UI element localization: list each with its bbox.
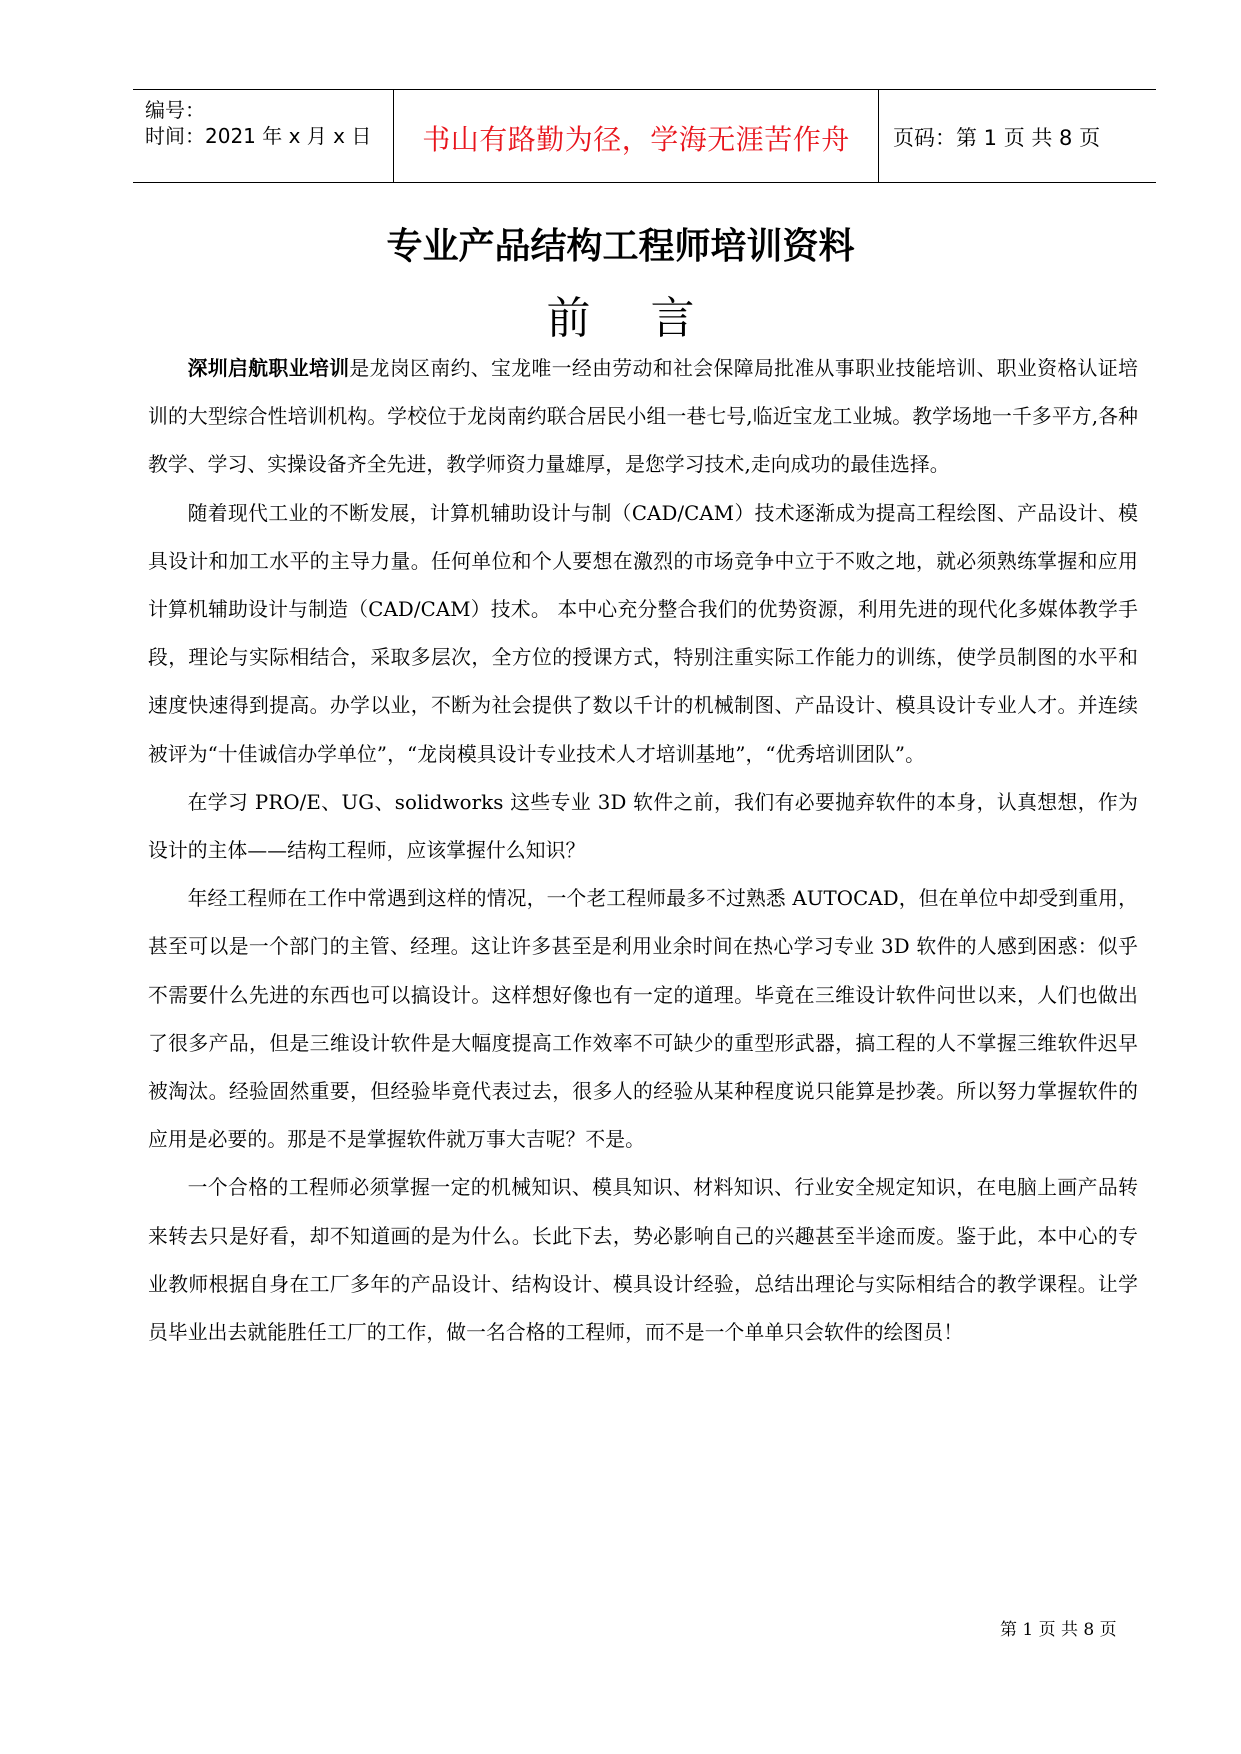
paragraph <box>148 1164 1138 1357</box>
document-date-label: 时间：2021 年 x 月 x 日 <box>145 124 372 148</box>
page-footer: 第 1 页 共 8 页 <box>1000 1620 1117 1640</box>
paragraph-lead: 深圳启航职业培训 <box>187 356 350 380</box>
paragraph-text: 随着现代工业的不断发展，计算机辅助设计与制（CAD/CAM）技术逐渐成为提高工程绘图、产品设计、模具设计和加工水平的主导力量。任何单位和个人要想在激烈的市场竞争中立于不败之地，就必须熟练掌握和应用计算机辅助设计与制造（CAD/CAM）技术。 本中心充分整合我们的优势资源，利用先进的现代化多媒体教学手段，理论与实际相结合，采取多层次，全方位的授课方式，特别注重实际工作能力的训练，使学员制图的水平和速度快速得到提高。办学以业，不断为社会提供了数以千计的机械制图、产品设计、模具设计专业人才。并连续被评为“十佳诚信办学单位”，“龙岗模具设计专业技术人才培训基地”，“优秀培训团队”。 <box>148 501 1138 766</box>
header-page-number: 页码：第 1 页 共 8 页 <box>893 126 1101 150</box>
paragraph <box>148 875 1138 1164</box>
paragraph <box>148 779 1138 875</box>
section-heading: 前言 <box>546 293 755 344</box>
document-body <box>148 344 1138 1357</box>
document-title: 专业产品结构工程师培训资料 <box>386 225 855 267</box>
header-info-cell <box>133 90 393 182</box>
header-page-cell <box>879 90 1156 182</box>
document-number-label: 编号： <box>145 98 205 122</box>
paragraph-text: 一个合格的工程师必须掌握一定的机械知识、模具知识、材料知识、行业安全规定知识，在电脑上画产品转来转去只是好看，却不知道画的是为什么。长此下去，势必影响自己的兴趣甚至半途而废。鉴于此，本中心的专业教师根据自身在工厂多年的产品设计、结构设计、模具设计经验，总结出理论与实际相结合的教学课程。让学员毕业出去就能胜任工厂的工作，做一名合格的工程师，而不是一个单单只会软件的绘图员！ <box>148 1176 1138 1345</box>
paragraph-text: 是龙岗区南约、宝龙唯一经由劳动和社会保障局批准从事职业技能培训、职业资格认证培训的大型综合性培训机构。学校位于龙岗南约联合居民小组一巷七号,临近宝龙工业城。教学场地一千多平方,各种教学、学习、实操设备齐全先进，教学师资力量雄厚，是您学习技术,走向成功的最佳选择。 <box>148 357 1138 477</box>
paragraph <box>148 490 1138 779</box>
page-header <box>133 89 1156 183</box>
header-motto-cell <box>393 90 879 182</box>
paragraph <box>148 344 1138 490</box>
paragraph-text: 年经工程师在工作中常遇到这样的情况，一个老工程师最多不过熟悉 AUTOCAD，但在单位中却受到重用，甚至可以是一个部门的主管、经理。这让许多甚至是利用业余时间在热心学习专业 3D 软件的人感到困惑：似乎不需要什么先进的东西也可以搞设计。这样想好像也有一定的道理。毕竟在三维设计软件问世以来，人们也做出了很多产品，但是三维设计软件是大幅度提高工作效率不可缺少的重型形武器，搞工程的人不掌握三维软件迟早被淘汰。经验固然重要，但经验毕竟代表过去，很多人的经验从某种程度说只能算是抄袭。所以努力掌握软件的应用是必要的。那是不是掌握软件就万事大吉呢？不是。 <box>148 887 1138 1152</box>
paragraph-text: 在学习 PRO/E、UG、solidworks 这些专业 3D 软件之前，我们有必要抛弃软件的本身，认真想想，作为设计的主体——结构工程师，应该掌握什么知识？ <box>148 790 1138 863</box>
motto-text: 书山有路勤为径，学海无涯苦作舟 <box>422 123 850 156</box>
